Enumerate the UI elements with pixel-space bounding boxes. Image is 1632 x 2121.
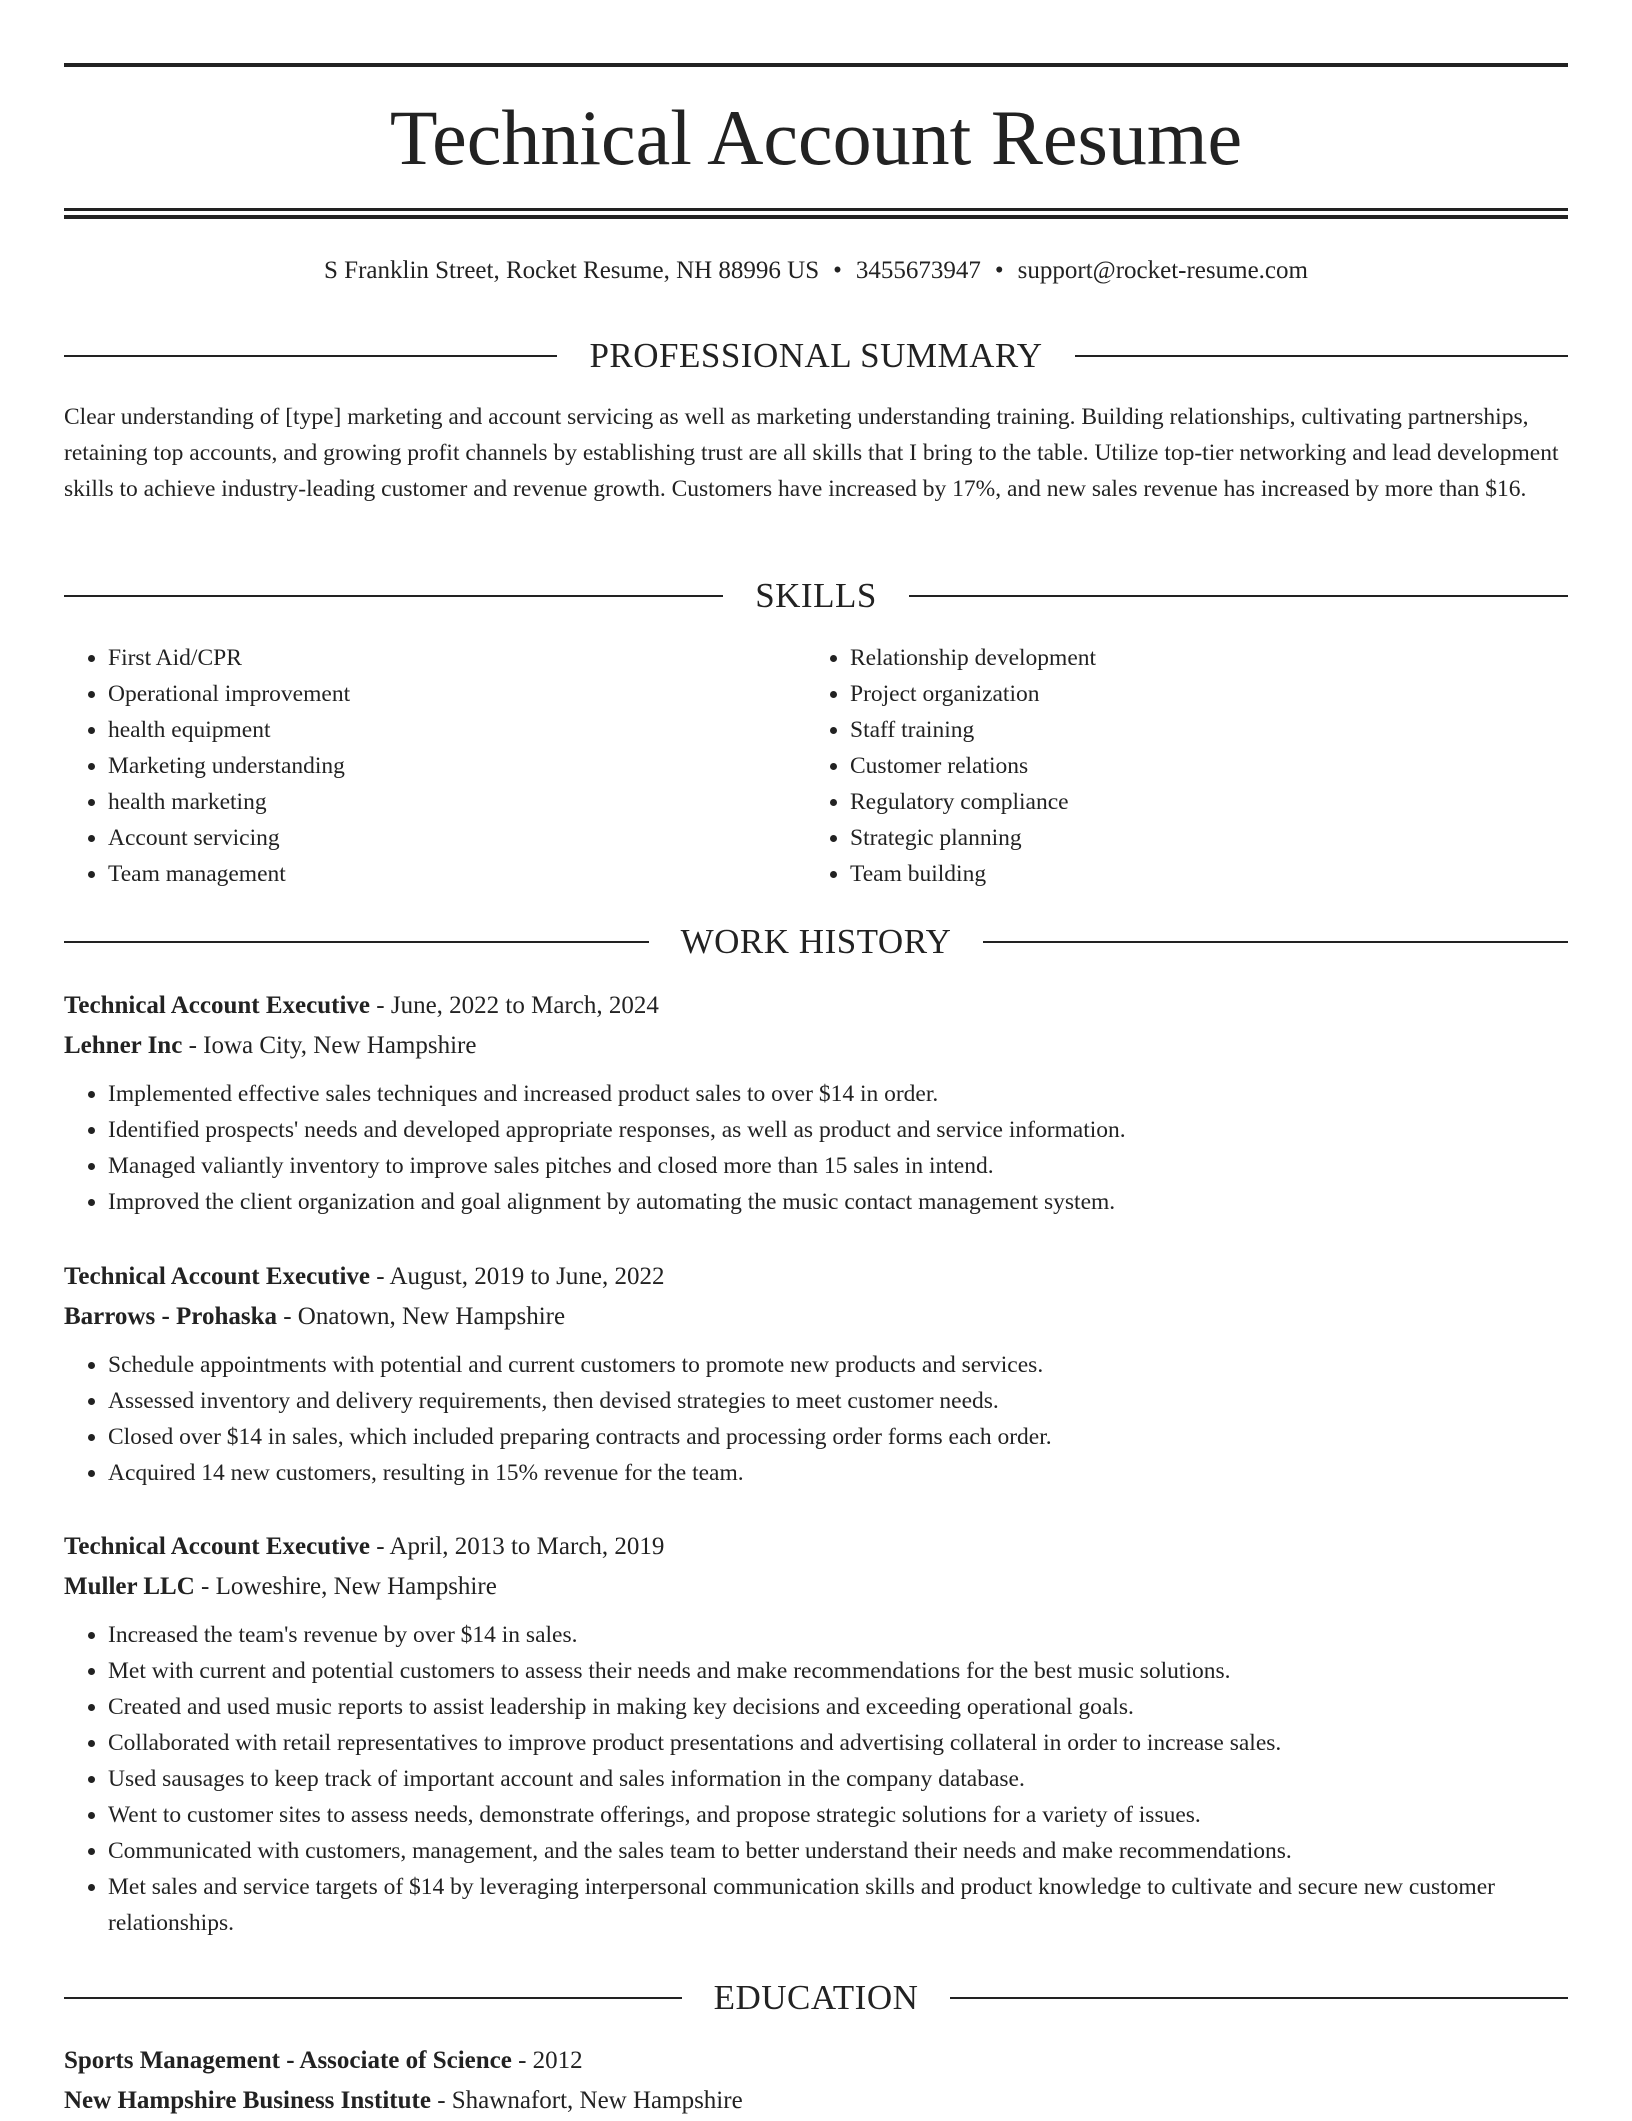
- job-bullet: • Collaborated with retail representatives to improve product presentations and advertising collateral in order to increase sales.: [108, 1725, 1568, 1761]
- job-bullets: [64, 1617, 1568, 1941]
- job-bullets: [64, 1347, 1568, 1491]
- skill-item: • First Aid/CPR: [108, 640, 764, 676]
- job-bullet: • Implemented effective sales techniques and increased product sales to over $14 in order.: [108, 1076, 1568, 1112]
- job-bullet: • Met sales and service targets of $14 by leveraging interpersonal communication skills and product knowledge to cultivate and secure new customer relationships.: [108, 1869, 1568, 1941]
- job-bullet: • Went to customer sites to assess needs, demonstrate offerings, and propose strategic solutions for a variety of issues.: [108, 1797, 1568, 1833]
- section-rule: [64, 941, 649, 943]
- section-rule: [983, 941, 1568, 943]
- job-entry: [64, 1527, 1568, 1941]
- section-rule: [64, 355, 557, 357]
- job-location: - Onatown, New Hampshire: [276, 1303, 566, 1330]
- job-title: Technical Account Executive: [64, 992, 371, 1019]
- skill-item: • Staff training: [850, 712, 1506, 748]
- job-company: Barrows - Prohaska: [64, 1303, 277, 1330]
- job-title-line: [64, 1527, 1568, 1567]
- job-bullet: • Closed over $14 in sales, which included preparing contracts and processing order forms each order.: [108, 1419, 1568, 1455]
- job-title-line: [64, 1257, 1568, 1297]
- skill-item: • Strategic planning: [850, 820, 1506, 856]
- job-dates: - June, 2022 to March, 2024: [370, 992, 659, 1019]
- skills-list-right: [806, 640, 1506, 892]
- resume-title: Technical Account Resume: [389, 94, 1243, 181]
- top-rule: [64, 63, 1568, 67]
- skill-item: • Account servicing: [108, 820, 764, 856]
- job-company-line: [64, 1297, 1568, 1337]
- job-company-line: [64, 1567, 1568, 1607]
- skill-item: • health marketing: [108, 784, 764, 820]
- job-title-line: [64, 986, 1568, 1026]
- job-bullet: • Managed valiantly inventory to improve sales pitches and closed more than 15 sales in intend.: [108, 1148, 1568, 1184]
- contact-line: [64, 253, 1568, 289]
- skill-item: • Regulatory compliance: [850, 784, 1506, 820]
- section-title-work: WORK HISTORY: [680, 922, 952, 961]
- education-school-line: [64, 2081, 1568, 2121]
- education-degree: Sports Management - Associate of Science: [64, 2047, 512, 2074]
- section-title-education: EDUCATION: [713, 1978, 919, 2017]
- job-location: - Loweshire, New Hampshire: [194, 1573, 497, 1600]
- skill-item: • Team building: [850, 856, 1506, 892]
- section-header-skills: [64, 576, 1568, 616]
- section-rule: [909, 595, 1568, 597]
- section-rule: [950, 1997, 1568, 1999]
- education-location: - Shawnafort, New Hampshire: [430, 2087, 743, 2114]
- job-dates: - April, 2013 to March, 2019: [370, 1533, 665, 1560]
- title-double-rule: [64, 208, 1568, 219]
- job-bullet: • Met with current and potential customers to assess their needs and make recommendations for the best music solutions.: [108, 1653, 1568, 1689]
- job-bullet: • Created and used music reports to assist leadership in making key decisions and exceeding operational goals.: [108, 1689, 1568, 1725]
- skill-item: • Marketing understanding: [108, 748, 764, 784]
- education-year: - 2012: [511, 2047, 583, 2074]
- job-dates: - August, 2019 to June, 2022: [370, 1263, 665, 1290]
- skill-item: • Team management: [108, 856, 764, 892]
- job-entry: [64, 986, 1568, 1220]
- section-header-education: [64, 1978, 1568, 2018]
- section-header-summary: [64, 336, 1568, 376]
- section-rule: [1075, 355, 1568, 357]
- job-company: Lehner Inc: [64, 1032, 183, 1059]
- contact-separator: •: [994, 257, 1004, 284]
- skills-list-left: [64, 640, 764, 892]
- job-bullet: • Identified prospects' needs and developed appropriate responses, as well as product and service information.: [108, 1112, 1568, 1148]
- contact-phone: 3455673947: [855, 257, 981, 284]
- contact-address: S Franklin Street, Rocket Resume, NH 88996 US: [324, 257, 820, 284]
- job-bullet: • Schedule appointments with potential and current customers to promote new products and services.: [108, 1347, 1568, 1383]
- skill-item: • Relationship development: [850, 640, 1506, 676]
- job-bullet: • Assessed inventory and delivery requirements, then devised strategies to meet customer needs.: [108, 1383, 1568, 1419]
- section-title-skills: SKILLS: [755, 576, 877, 615]
- job-bullet: • Acquired 14 new customers, resulting in 15% revenue for the team.: [108, 1455, 1568, 1491]
- job-bullet: • Communicated with customers, management, and the sales team to better understand their needs and make recommendations.: [108, 1833, 1568, 1869]
- job-entry: [64, 1257, 1568, 1491]
- job-bullets: [64, 1076, 1568, 1220]
- section-header-work: [64, 922, 1568, 962]
- job-company-line: [64, 1026, 1568, 1066]
- job-title: Technical Account Executive: [64, 1263, 371, 1290]
- job-bullet: • Increased the team's revenue by over $14 in sales.: [108, 1617, 1568, 1653]
- education-degree-line: [64, 2041, 1568, 2081]
- skill-item: • Operational improvement: [108, 676, 764, 712]
- skills-column-right: [806, 640, 1506, 892]
- job-bullet: • Used sausages to keep track of important account and sales information in the company database.: [108, 1761, 1568, 1797]
- job-location: - Iowa City, New Hampshire: [182, 1032, 477, 1059]
- summary-paragraph: Clear understanding of [type] marketing and account servicing as well as marketing understanding training. Building relationships, cultivating partnerships, retaining top accounts, and growing profit channels by establishing trust are all skills that I bring to the table. Utilize top-tier networking and lead development skills to achieve industry-leading customer and revenue growth. Customers have increased by 17%, and new sales revenue has increased by more than $16.: [64, 404, 1559, 502]
- job-company: Muller LLC: [64, 1573, 195, 1600]
- contact-email: support@rocket-resume.com: [1017, 257, 1308, 284]
- education-school: New Hampshire Business Institute: [64, 2087, 431, 2114]
- section-rule: [64, 595, 723, 597]
- job-title: Technical Account Executive: [64, 1533, 371, 1560]
- contact-separator: •: [833, 257, 842, 284]
- section-rule: [64, 1997, 682, 1999]
- job-bullet: • Improved the client organization and goal alignment by automating the music contact management system.: [108, 1184, 1568, 1220]
- section-title-summary: PROFESSIONAL SUMMARY: [589, 336, 1043, 375]
- skills-column-left: [64, 640, 764, 892]
- skill-item: • Customer relations: [850, 748, 1506, 784]
- education-entry: [64, 2041, 1568, 2121]
- skill-item: • health equipment: [108, 712, 764, 748]
- skill-item: • Project organization: [850, 676, 1506, 712]
